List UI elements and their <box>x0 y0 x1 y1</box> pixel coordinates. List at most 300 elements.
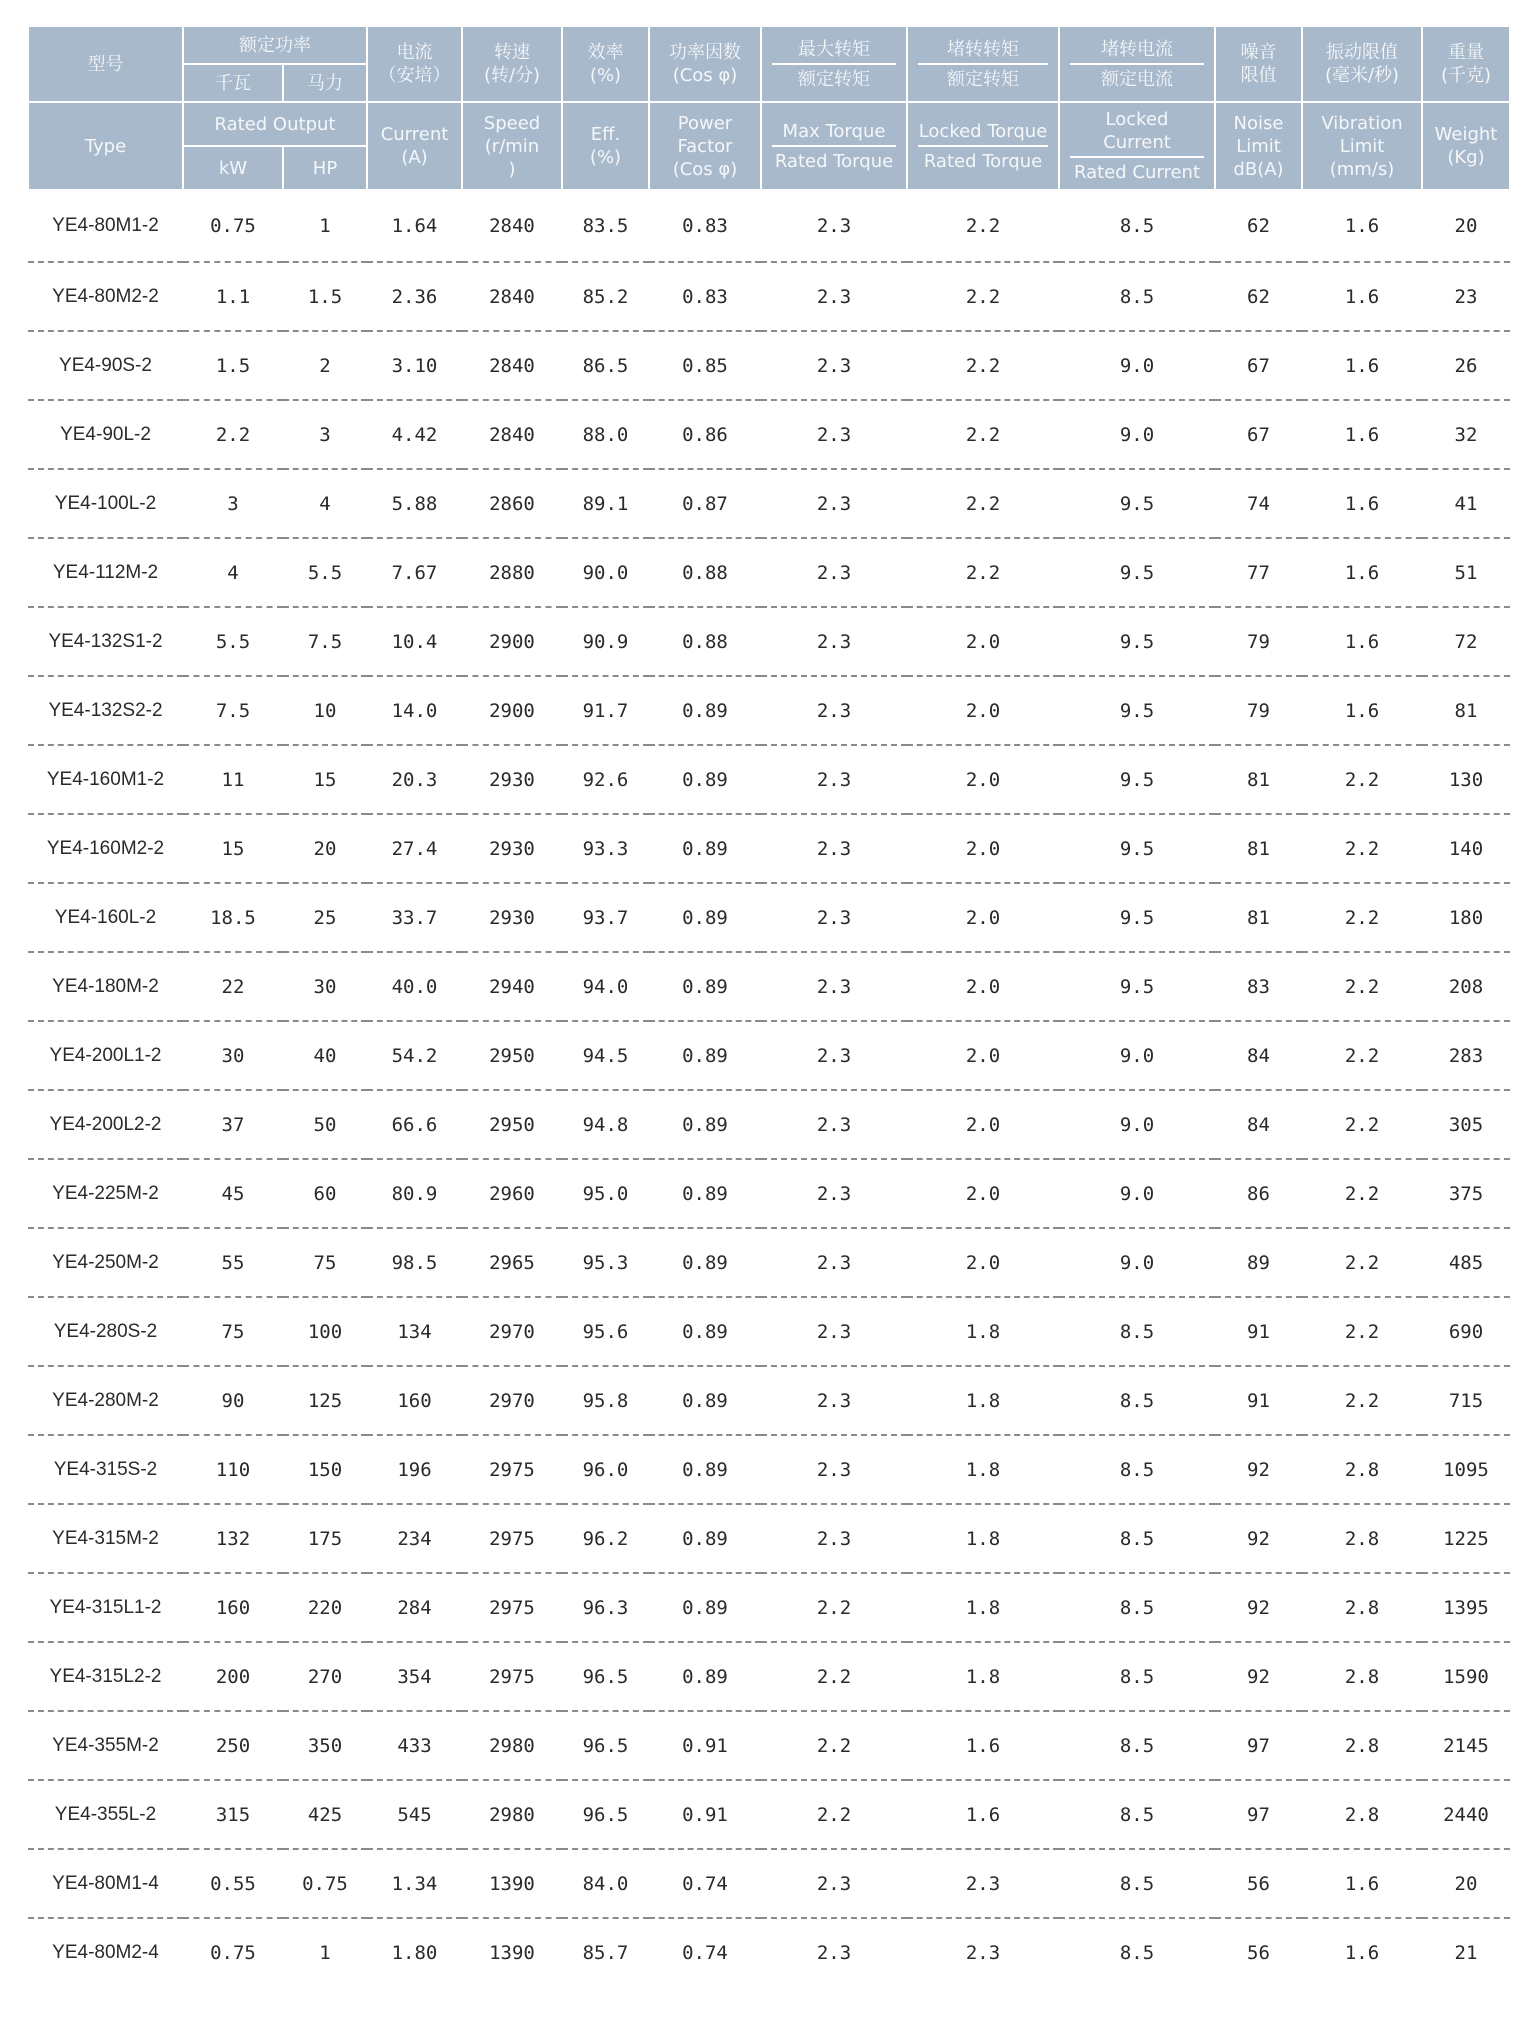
locked-torque-ratio-cell: 1.8 <box>907 1435 1059 1504</box>
power-factor-cell: 0.89 <box>649 1642 761 1711</box>
locked-current-ratio-cell: 9.0 <box>1059 1021 1215 1090</box>
type-cell: YE4-80M2-4 <box>52 1941 159 1963</box>
power-factor-cell: 0.89 <box>649 952 761 1021</box>
efficiency-cell: 90.9 <box>562 607 649 676</box>
locked-current-ratio-cell: 9.5 <box>1059 814 1215 883</box>
speed-cell: 2975 <box>462 1504 562 1573</box>
current-cell: 3.10 <box>367 331 462 400</box>
locked-torque-ratio-cell: 2.0 <box>907 1021 1059 1090</box>
weight-cell: 32 <box>1422 400 1510 469</box>
type-cell: YE4-315L1-2 <box>28 1573 183 1642</box>
vibration-cell: 1.6 <box>1344 1941 1380 1964</box>
efficiency-cell: 86.5 <box>562 331 649 400</box>
vibration-cell: 2.2 <box>1302 952 1422 1021</box>
vibration-cell: 1.6 <box>1302 331 1422 400</box>
max-torque-ratio-cell: 2.3 <box>761 1228 907 1297</box>
locked-current-ratio-cell: 8.5 <box>1059 1504 1215 1573</box>
locked-current-ratio-cell: 8.5 <box>1059 1711 1215 1780</box>
weight-cn-header: 重量 (千克) <box>1422 26 1510 102</box>
hp-cell: 4 <box>283 469 367 538</box>
kw-cell: 37 <box>183 1090 283 1159</box>
hp-cell: 1 <box>283 190 367 262</box>
current-cell: 1.34 <box>367 1849 462 1918</box>
noise-cell: 81 <box>1215 814 1302 883</box>
type-en-header: Type <box>28 102 183 190</box>
kw-cell: 55 <box>183 1228 283 1297</box>
locked-torque-ratio-cell: 1.6 <box>907 1780 1059 1849</box>
type-cell: YE4-280S-2 <box>28 1297 183 1366</box>
weight-cell: 20 <box>1422 1849 1510 1918</box>
efficiency-cell: 93.3 <box>562 814 649 883</box>
power-factor-cell: 0.89 <box>649 1090 761 1159</box>
max-torque-ratio-cell: 2.3 <box>761 1159 907 1228</box>
weight-cell: 715 <box>1422 1366 1510 1435</box>
power-factor-cell: 0.87 <box>649 469 761 538</box>
kw-cell: 45 <box>183 1159 283 1228</box>
weight-cell: 305 <box>1422 1090 1510 1159</box>
type-cell: YE4-355M-2 <box>28 1711 183 1780</box>
hp-cell: 425 <box>283 1780 367 1849</box>
vib-cn-header: 振动限值 (毫米/秒) <box>1302 26 1422 102</box>
locked-torque-cn-bot: 额定转矩 <box>947 68 1019 90</box>
locked-current-ratio-cell: 9.0 <box>1059 400 1215 469</box>
motor-spec-sheet <box>27 25 1509 1986</box>
noise-cell: 89 <box>1215 1228 1302 1297</box>
efficiency-cell: 96.3 <box>562 1573 649 1642</box>
vib-en-header: Vibration Limit (mm/s) <box>1302 102 1422 190</box>
kw-cell: 0.75 <box>210 1941 256 1964</box>
noise-cell: 92 <box>1215 1504 1302 1573</box>
efficiency-cell: 84.0 <box>562 1849 649 1918</box>
efficiency-cell: 94.8 <box>562 1090 649 1159</box>
type-cell: YE4-132S1-2 <box>28 607 183 676</box>
locked-torque-ratio-cell: 2.0 <box>907 1090 1059 1159</box>
weight-en-header: Weight (Kg) <box>1422 102 1510 190</box>
current-cell: 10.4 <box>367 607 462 676</box>
speed-cell: 2930 <box>462 814 562 883</box>
vibration-cell: 2.2 <box>1302 1159 1422 1228</box>
weight-cell: 1395 <box>1422 1573 1510 1642</box>
kw-cell: 4 <box>183 538 283 607</box>
power-factor-cell: 0.88 <box>649 538 761 607</box>
weight-cell: 140 <box>1422 814 1510 883</box>
locked-current-cn-top: 堵转电流 <box>1070 38 1204 65</box>
type-cell: YE4-200L1-2 <box>28 1021 183 1090</box>
vibration-cell: 2.2 <box>1302 814 1422 883</box>
type-cell: YE4-250M-2 <box>28 1228 183 1297</box>
kw-cell: 0.75 <box>183 190 283 262</box>
noise-cell: 79 <box>1215 607 1302 676</box>
speed-cell: 2975 <box>462 1435 562 1504</box>
locked-current-cn-bot: 额定电流 <box>1101 68 1173 90</box>
speed-cell: 2975 <box>462 1642 562 1711</box>
weight-cell: 2145 <box>1422 1711 1510 1780</box>
efficiency-cell: 89.1 <box>562 469 649 538</box>
power-factor-cell: 0.89 <box>649 1297 761 1366</box>
locked-torque-cn-header <box>907 26 1059 102</box>
locked-current-ratio-cell: 9.5 <box>1059 607 1215 676</box>
locked-torque-en-top: Locked Torque <box>918 120 1048 147</box>
hp-cell: 175 <box>283 1504 367 1573</box>
table-row <box>28 1711 1510 1780</box>
efficiency-cell: 95.0 <box>562 1159 649 1228</box>
kw-cell: 110 <box>183 1435 283 1504</box>
current-cell: 98.5 <box>367 1228 462 1297</box>
kw-cell: 15 <box>183 814 283 883</box>
max-torque-ratio-cell: 2.3 <box>761 1504 907 1573</box>
table-row <box>28 538 1510 607</box>
speed-cell: 2980 <box>462 1780 562 1849</box>
current-cell: 545 <box>367 1780 462 1849</box>
current-cell: 14.0 <box>367 676 462 745</box>
current-cell: 433 <box>367 1711 462 1780</box>
speed-cell: 2940 <box>462 952 562 1021</box>
efficiency-cell: 96.5 <box>562 1711 649 1780</box>
locked-current-ratio-cell: 8.5 <box>1059 1297 1215 1366</box>
speed-cell: 2900 <box>462 676 562 745</box>
efficiency-cell: 95.8 <box>562 1366 649 1435</box>
table-row <box>28 331 1510 400</box>
table-row <box>28 1297 1510 1366</box>
locked-torque-cn-top: 堵转转矩 <box>918 38 1048 65</box>
locked-current-ratio-cell: 8.5 <box>1059 1573 1215 1642</box>
power-factor-cell: 0.74 <box>649 1849 761 1918</box>
vibration-cell: 2.2 <box>1302 1021 1422 1090</box>
max-torque-ratio-cell: 2.3 <box>761 400 907 469</box>
max-torque-ratio-cell: 2.2 <box>761 1642 907 1711</box>
table-row <box>28 1918 1510 1986</box>
table-row <box>28 952 1510 1021</box>
max-torque-ratio-cell: 2.3 <box>761 745 907 814</box>
locked-torque-ratio-cell: 2.0 <box>907 883 1059 952</box>
max-torque-ratio-cell: 2.3 <box>761 1435 907 1504</box>
hp-cell: 60 <box>283 1159 367 1228</box>
max-torque-cn-bot: 额定转矩 <box>798 68 870 90</box>
noise-cell: 92 <box>1215 1573 1302 1642</box>
locked-current-ratio-cell: 9.5 <box>1059 676 1215 745</box>
vibration-cell: 2.8 <box>1302 1642 1422 1711</box>
table-row <box>28 814 1510 883</box>
power-factor-cell: 0.89 <box>649 1366 761 1435</box>
locked-torque-ratio-cell: 2.2 <box>907 262 1059 331</box>
current-cell: 234 <box>367 1504 462 1573</box>
hp-cell: 100 <box>283 1297 367 1366</box>
locked-current-ratio-cell: 8.5 <box>1059 262 1215 331</box>
noise-cell: 67 <box>1215 331 1302 400</box>
current-cell: 354 <box>367 1642 462 1711</box>
locked-current-ratio-cell: 9.5 <box>1059 952 1215 1021</box>
locked-torque-ratio-cell: 2.0 <box>907 607 1059 676</box>
locked-current-en-bot: Rated Current <box>1073 162 1201 183</box>
max-torque-ratio-cell: 2.3 <box>761 262 907 331</box>
type-cell: YE4-315M-2 <box>28 1504 183 1573</box>
speed-cell: 2860 <box>462 469 562 538</box>
current-cell: 196 <box>367 1435 462 1504</box>
speed-cell: 2930 <box>462 883 562 952</box>
eff-cn-header: 效率 (%) <box>562 26 649 102</box>
table-row <box>28 1228 1510 1297</box>
pf-cn-header: 功率因数 (Cos φ) <box>649 26 761 102</box>
locked-torque-ratio-cell: 2.0 <box>907 952 1059 1021</box>
weight-cell: 51 <box>1422 538 1510 607</box>
kw-cell: 11 <box>183 745 283 814</box>
hp-cell: 3 <box>283 400 367 469</box>
weight-cell: 283 <box>1422 1021 1510 1090</box>
type-cell: YE4-112M-2 <box>28 538 183 607</box>
kw-cell: 7.5 <box>183 676 283 745</box>
noise-cell: 62 <box>1215 190 1302 262</box>
weight-cell: 690 <box>1422 1297 1510 1366</box>
table-row <box>28 262 1510 331</box>
table-row <box>28 1090 1510 1159</box>
speed-cn-header: 转速 (转/分) <box>462 26 562 102</box>
noise-cell: 97 <box>1215 1780 1302 1849</box>
table-row <box>28 469 1510 538</box>
type-cn-header: 型号 <box>28 26 183 102</box>
hp-cell: 350 <box>283 1711 367 1780</box>
vibration-cell: 2.8 <box>1302 1504 1422 1573</box>
power-factor-cell: 0.89 <box>649 745 761 814</box>
locked-current-ratio-cell: 8.5 <box>1059 1366 1215 1435</box>
noise-cell: 83 <box>1215 952 1302 1021</box>
weight-cell: 23 <box>1422 262 1510 331</box>
current-cell: 40.0 <box>367 952 462 1021</box>
kw-cell: 1.5 <box>183 331 283 400</box>
power-factor-cell: 0.89 <box>649 1021 761 1090</box>
max-torque-ratio-cell: 2.3 <box>761 814 907 883</box>
efficiency-cell: 95.3 <box>562 1228 649 1297</box>
weight-cell: 130 <box>1422 745 1510 814</box>
table-row <box>28 1366 1510 1435</box>
table-row <box>28 883 1510 952</box>
speed-cell: 2900 <box>462 607 562 676</box>
hp-cell: 5.5 <box>283 538 367 607</box>
rated-output-en-header: Rated Output <box>183 102 367 146</box>
noise-cell: 92 <box>1215 1435 1302 1504</box>
hp-cell: 10 <box>283 676 367 745</box>
current-cell: 1.80 <box>391 1941 438 1964</box>
speed-en-header: Speed (r/min ) <box>462 102 562 190</box>
noise-cell: 91 <box>1215 1297 1302 1366</box>
table-row <box>28 190 1510 262</box>
efficiency-cell: 85.7 <box>582 1941 629 1964</box>
hp-en-header: HP <box>283 146 367 190</box>
vibration-cell: 1.6 <box>1302 607 1422 676</box>
kw-cell: 18.5 <box>183 883 283 952</box>
speed-cell: 2970 <box>462 1297 562 1366</box>
noise-cn-header: 噪音 限值 <box>1215 26 1302 102</box>
efficiency-cell: 94.0 <box>562 952 649 1021</box>
type-cell: YE4-225M-2 <box>28 1159 183 1228</box>
current-cell: 4.42 <box>367 400 462 469</box>
current-cell: 5.88 <box>367 469 462 538</box>
vibration-cell: 2.2 <box>1302 1297 1422 1366</box>
current-cell: 66.6 <box>367 1090 462 1159</box>
table-header <box>28 26 1510 190</box>
locked-torque-ratio-cell: 2.0 <box>907 676 1059 745</box>
speed-cell: 2950 <box>462 1090 562 1159</box>
noise-cell: 92 <box>1215 1642 1302 1711</box>
locked-torque-ratio-cell: 1.8 <box>907 1366 1059 1435</box>
locked-torque-ratio-cell: 2.3 <box>965 1941 1001 1964</box>
type-cell: YE4-315S-2 <box>28 1435 183 1504</box>
locked-torque-ratio-cell: 1.6 <box>907 1711 1059 1780</box>
type-cell: YE4-80M1-4 <box>28 1849 183 1918</box>
vibration-cell: 2.8 <box>1302 1435 1422 1504</box>
efficiency-cell: 96.5 <box>562 1780 649 1849</box>
noise-cell: 84 <box>1215 1090 1302 1159</box>
pf-en-header: Power Factor (Cos φ) <box>649 102 761 190</box>
kw-cn-header: 千瓦 <box>183 64 283 102</box>
current-cell: 20.3 <box>367 745 462 814</box>
table-row <box>28 1504 1510 1573</box>
max-torque-en-top: Max Torque <box>772 120 896 147</box>
locked-torque-ratio-cell: 2.0 <box>907 1228 1059 1297</box>
locked-torque-ratio-cell: 2.0 <box>907 814 1059 883</box>
hp-cell: 220 <box>283 1573 367 1642</box>
hp-cell: 2 <box>283 331 367 400</box>
power-factor-cell: 0.89 <box>649 1435 761 1504</box>
efficiency-cell: 96.0 <box>562 1435 649 1504</box>
type-cell: YE4-160M2-2 <box>28 814 183 883</box>
max-torque-ratio-cell: 2.3 <box>761 1090 907 1159</box>
kw-cell: 160 <box>183 1573 283 1642</box>
type-cell: YE4-160L-2 <box>28 883 183 952</box>
locked-current-ratio-cell: 8.5 <box>1059 190 1215 262</box>
vibration-cell: 1.6 <box>1302 1849 1422 1918</box>
efficiency-cell: 94.5 <box>562 1021 649 1090</box>
kw-cell: 132 <box>183 1504 283 1573</box>
kw-cell: 0.55 <box>183 1849 283 1918</box>
table-row <box>28 745 1510 814</box>
noise-cell: 62 <box>1215 262 1302 331</box>
locked-torque-ratio-cell: 1.8 <box>907 1573 1059 1642</box>
speed-cell: 1390 <box>462 1849 562 1918</box>
speed-cell: 2950 <box>462 1021 562 1090</box>
table-row <box>28 1435 1510 1504</box>
locked-current-ratio-cell: 9.0 <box>1059 1090 1215 1159</box>
weight-cell: 375 <box>1422 1159 1510 1228</box>
noise-cell: 84 <box>1215 1021 1302 1090</box>
noise-cell: 91 <box>1215 1366 1302 1435</box>
weight-cell: 208 <box>1422 952 1510 1021</box>
locked-torque-ratio-cell: 1.8 <box>907 1297 1059 1366</box>
type-cell: YE4-80M1-2 <box>28 190 183 262</box>
efficiency-cell: 96.2 <box>562 1504 649 1573</box>
kw-cell: 315 <box>183 1780 283 1849</box>
locked-current-ratio-cell: 8.5 <box>1059 1642 1215 1711</box>
max-torque-ratio-cell: 2.2 <box>761 1711 907 1780</box>
rated-output-cn-header: 额定功率 <box>183 26 367 64</box>
table-row <box>28 400 1510 469</box>
power-factor-cell: 0.89 <box>649 814 761 883</box>
speed-cell: 2965 <box>462 1228 562 1297</box>
hp-cell: 25 <box>283 883 367 952</box>
kw-cell: 90 <box>183 1366 283 1435</box>
vibration-cell: 2.8 <box>1302 1780 1422 1849</box>
max-torque-en-header <box>761 102 907 190</box>
speed-cell: 2880 <box>462 538 562 607</box>
locked-current-ratio-cell: 9.5 <box>1059 469 1215 538</box>
locked-torque-ratio-cell: 2.2 <box>907 190 1059 262</box>
locked-torque-ratio-cell: 1.8 <box>907 1642 1059 1711</box>
efficiency-cell: 92.6 <box>562 745 649 814</box>
table-row <box>28 1849 1510 1918</box>
locked-torque-ratio-cell: 1.8 <box>907 1504 1059 1573</box>
locked-current-ratio-cell: 9.0 <box>1059 1228 1215 1297</box>
max-torque-en-bot: Rated Torque <box>774 150 894 172</box>
hp-cell: 150 <box>283 1435 367 1504</box>
speed-cell: 2980 <box>462 1711 562 1780</box>
table-row <box>28 1780 1510 1849</box>
weight-cell: 2440 <box>1422 1780 1510 1849</box>
vibration-cell: 1.6 <box>1302 538 1422 607</box>
weight-cell: 1225 <box>1422 1504 1510 1573</box>
power-factor-cell: 0.89 <box>649 1504 761 1573</box>
table-body <box>28 190 1510 1986</box>
hp-cell: 20 <box>283 814 367 883</box>
current-cell: 80.9 <box>367 1159 462 1228</box>
noise-cell: 77 <box>1215 538 1302 607</box>
type-cell: YE4-100L-2 <box>28 469 183 538</box>
hp-cell: 1 <box>319 1941 331 1964</box>
power-factor-cell: 0.89 <box>649 1228 761 1297</box>
speed-cell: 2840 <box>462 331 562 400</box>
power-factor-cell: 0.83 <box>649 262 761 331</box>
type-cell: YE4-280M-2 <box>28 1366 183 1435</box>
vibration-cell: 1.6 <box>1302 400 1422 469</box>
max-torque-ratio-cell: 2.3 <box>761 538 907 607</box>
current-cell: 160 <box>367 1366 462 1435</box>
max-torque-ratio-cell: 2.3 <box>761 190 907 262</box>
locked-torque-en-header <box>907 102 1059 190</box>
current-cell: 54.2 <box>367 1021 462 1090</box>
current-cell: 1.64 <box>367 190 462 262</box>
hp-cn-header: 马力 <box>283 64 367 102</box>
type-cell: YE4-315L2-2 <box>28 1642 183 1711</box>
locked-torque-ratio-cell: 2.2 <box>907 538 1059 607</box>
hp-cell: 50 <box>283 1090 367 1159</box>
current-cell: 2.36 <box>367 262 462 331</box>
type-cell: YE4-180M-2 <box>28 952 183 1021</box>
weight-cell: 20 <box>1422 190 1510 262</box>
current-cell: 33.7 <box>367 883 462 952</box>
speed-cell: 2975 <box>462 1573 562 1642</box>
locked-current-ratio-cell: 8.5 <box>1059 1849 1215 1918</box>
noise-cell: 81 <box>1215 745 1302 814</box>
locked-current-ratio-cell: 9.0 <box>1059 331 1215 400</box>
hp-cell: 0.75 <box>283 1849 367 1918</box>
kw-cell: 75 <box>183 1297 283 1366</box>
locked-current-en-top: Locked Current <box>1070 108 1204 158</box>
type-cell: YE4-200L2-2 <box>28 1090 183 1159</box>
type-cell: YE4-90L-2 <box>28 400 183 469</box>
max-torque-cn-header <box>761 26 907 102</box>
speed-cell: 2930 <box>462 745 562 814</box>
noise-cell: 79 <box>1215 676 1302 745</box>
weight-cell: 41 <box>1422 469 1510 538</box>
current-cell: 284 <box>367 1573 462 1642</box>
current-cn-header: 电流 （安培） <box>367 26 462 102</box>
hp-cell: 40 <box>283 1021 367 1090</box>
max-torque-ratio-cell: 2.3 <box>761 469 907 538</box>
vibration-cell: 2.2 <box>1302 1228 1422 1297</box>
noise-cell: 56 <box>1215 1849 1302 1918</box>
table-row <box>28 607 1510 676</box>
efficiency-cell: 88.0 <box>562 400 649 469</box>
table-row <box>28 676 1510 745</box>
power-factor-cell: 0.91 <box>649 1711 761 1780</box>
